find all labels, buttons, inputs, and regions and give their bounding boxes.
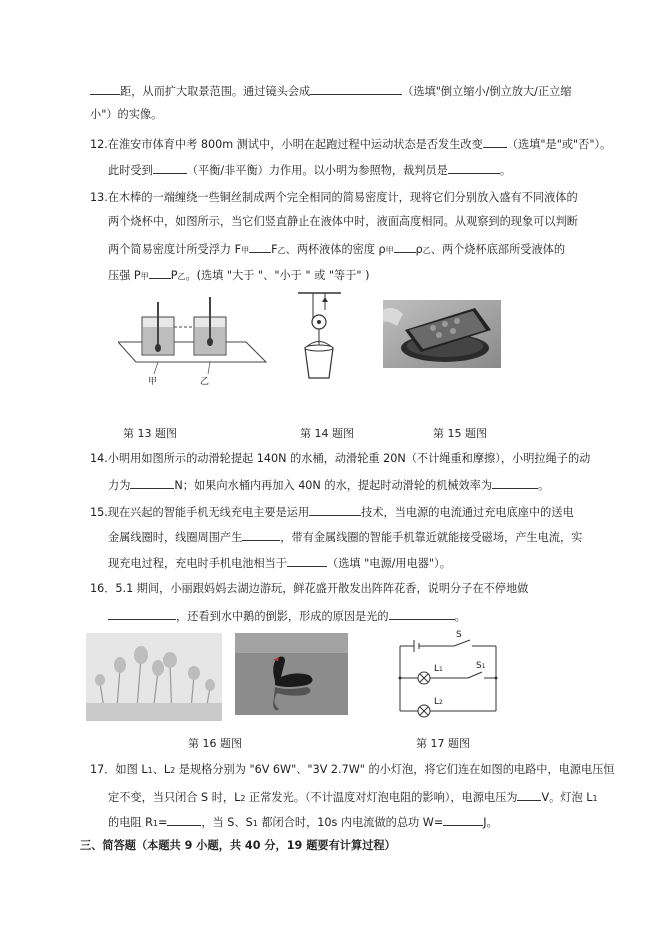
q11-line1: 距，从而扩大取景范围。通过镜头会成 （选填"倒立缩小/倒立放大/正立缩	[90, 82, 572, 100]
q14-line1: 14.小明用如图所示的动滑轮提起 140N 的水桶，动滑轮重 20N（不计绳重和摩擦），小明拉绳子的动	[90, 452, 591, 465]
q17-line1: 17．如图 L1、L2 是规格分别为 "6V 6W"、"3V 2.7W" 的小灯泡，将它们连在如图的电路中，电源电压恒	[90, 763, 615, 776]
answer-blank	[310, 82, 402, 95]
answer-blank	[153, 161, 187, 174]
q12-line1: 12.在淮安市体育中考 800m 测试中，小明在起跑过程中运动状态是否发生改变 （选填"是"或"否"）。	[90, 135, 611, 153]
answer-blank	[448, 161, 500, 174]
caption-figure-15: 第 15 题图	[433, 427, 487, 440]
answer-blank	[242, 528, 280, 541]
answer-blank	[483, 135, 507, 148]
figure-13-beakers	[118, 292, 268, 382]
answer-blank	[443, 813, 483, 826]
section-3-heading: 三、简答题（本题共 9 小题，共 40 分，19 题要有计算过程）	[80, 839, 396, 852]
caption-figure-17: 第 17 题图	[416, 737, 470, 750]
answer-blank	[517, 788, 541, 801]
answer-blank	[309, 503, 361, 516]
circuit-label-s: S	[456, 630, 462, 640]
circuit-label-s1: S1	[476, 661, 486, 671]
answer-blank	[389, 607, 455, 620]
answer-blank	[130, 476, 174, 489]
q15-line3: 现充电过程，充电时手机电池相当于 （选填 "电源/用电器"）。	[108, 554, 451, 572]
q16-line1: 16．5.1 期间，小丽跟妈妈去湖边游玩，鲜花盛开散发出阵阵花香，说明分子在不停地做	[90, 582, 529, 595]
q12-line2: 此时受到 （平衡/非平衡）力作用。以小明为参照物，裁判员是 。	[108, 161, 511, 179]
figure-17-circuit	[392, 636, 502, 718]
circuit-label-l1: L1	[434, 664, 443, 674]
answer-blank	[108, 607, 176, 620]
figure-label-yi: 乙	[200, 377, 210, 387]
q14-line2: 力为 N；如果向水桶内再加入 40N 的水，提起时动滑轮的机械效率为 。	[108, 476, 549, 494]
figure-15-wireless-charging-photo	[383, 300, 501, 368]
q15-line2: 金属线圈时，线圈周围产生 ，带有金属线圈的智能手机靠近就能接受磁场，产生电流，实	[108, 528, 582, 546]
answer-blank	[167, 813, 201, 826]
q13-line3: 两个简易密度计所受浮力 F甲 F乙、两杯液体的密度 ρ甲 ρ乙、两个烧杯底部所受液体的	[108, 240, 565, 259]
caption-figure-13: 第 13 题图	[123, 427, 177, 440]
caption-figure-14: 第 14 题图	[300, 427, 354, 440]
q11-line2: 小"）的实像。	[90, 108, 163, 121]
figure-label-jia: 甲	[148, 377, 158, 387]
q15-line1: 15.现在兴起的智能手机无线充电主要是运用 技术，当电源的电流通过充电底座中的送电	[90, 503, 574, 521]
circuit-label-l2: L2	[434, 697, 443, 707]
figure-16-swan-photo	[235, 633, 348, 715]
answer-blank	[249, 240, 271, 253]
answer-blank	[149, 266, 171, 279]
q13-line2: 两个烧杯中，如图所示，当它们竖直静止在液体中时，液面高度相同。从观察到的现象可以判断	[108, 215, 578, 228]
answer-blank	[492, 476, 538, 489]
q13-line1: 13.在木棒的一端缠绕一些铜丝制成两个完全相同的简易密度计，现将它们分别放入盛有不同液体的	[90, 191, 578, 204]
figure-16-flowers-photo	[86, 633, 222, 721]
q17-line3: 的电阻 R1= ，当 S、S1 都闭合时，10s 内电流做的总功 W= J。	[108, 813, 498, 832]
q16-line2: ，还看到水中鹅的倒影，形成的原因是光的 。	[108, 607, 466, 625]
answer-blank	[394, 240, 416, 253]
figure-14-pulley	[293, 290, 348, 385]
q13-line4: 压强 P甲 P乙。(选填 "大于 "、"小于 " 或 "等于" )	[108, 266, 369, 285]
answer-blank	[90, 82, 120, 95]
answer-blank	[287, 554, 327, 567]
caption-figure-16: 第 16 题图	[188, 737, 242, 750]
q17-line2: 定不变，当只闭合 S 时，L2 正常发光。（不计温度对灯泡电阻的影响），电源电压为 V。灯泡 L1	[108, 788, 598, 807]
